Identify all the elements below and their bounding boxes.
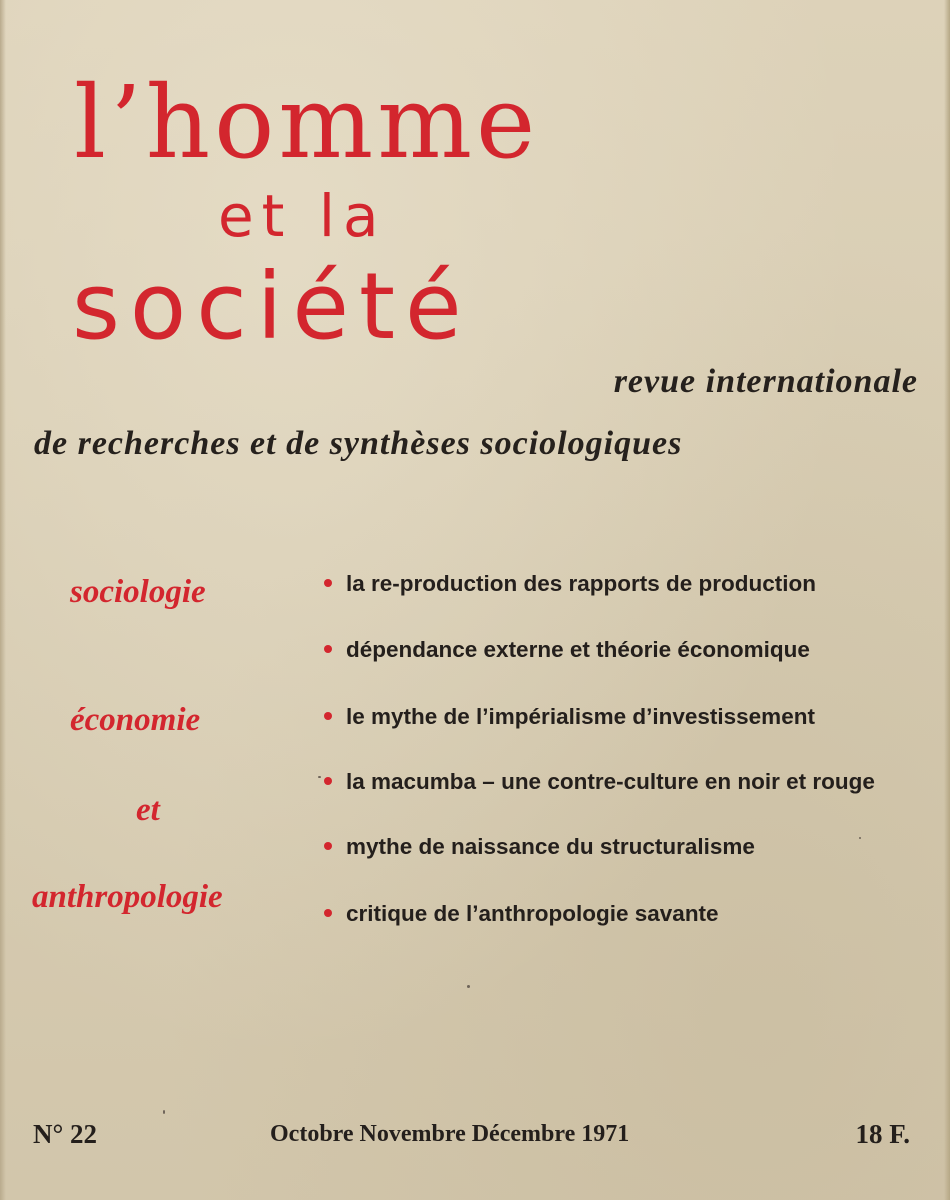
contents-item-text: critique de l’anthropologie savante bbox=[346, 901, 719, 926]
bullet-icon bbox=[324, 777, 332, 785]
discipline-et: et bbox=[136, 792, 160, 828]
contents-item bbox=[324, 832, 755, 862]
contents-item-text: la macumba – une contre-culture en noir et rouge bbox=[346, 769, 875, 794]
contents-item bbox=[324, 899, 719, 929]
subtitle-line-1: revue internationale bbox=[613, 363, 918, 400]
bullet-icon bbox=[324, 712, 332, 720]
contents-item-text: le mythe de l’impérialisme d’investissement bbox=[346, 704, 815, 729]
discipline-anthropologie: anthropologie bbox=[32, 879, 223, 915]
issue-number: N° 22 bbox=[33, 1119, 98, 1149]
bullet-icon bbox=[324, 909, 332, 917]
title-line-1: l’homme bbox=[74, 64, 540, 181]
title-line-2: et la bbox=[218, 182, 387, 250]
title-line-3: société bbox=[72, 253, 472, 360]
bullet-icon bbox=[324, 645, 332, 653]
price: 18 F. bbox=[855, 1119, 910, 1149]
contents-item-text: dépendance externe et théorie économique bbox=[346, 637, 810, 662]
issue-date: Octobre Novembre Décembre 1971 bbox=[270, 1121, 630, 1147]
bullet-icon bbox=[324, 842, 332, 850]
contents-item bbox=[324, 635, 810, 665]
contents-item-text: la re-production des rapports de production bbox=[346, 571, 817, 596]
subtitle-line-2: de recherches et de synthèses sociologiques bbox=[34, 425, 683, 462]
discipline-economie: économie bbox=[70, 702, 201, 738]
discipline-sociologie: sociologie bbox=[70, 574, 206, 610]
contents-item bbox=[324, 569, 816, 599]
contents-item bbox=[324, 767, 875, 797]
contents-item bbox=[324, 702, 815, 732]
contents-item-text: mythe de naissance du structuralisme bbox=[346, 834, 755, 859]
bullet-icon bbox=[324, 579, 332, 587]
